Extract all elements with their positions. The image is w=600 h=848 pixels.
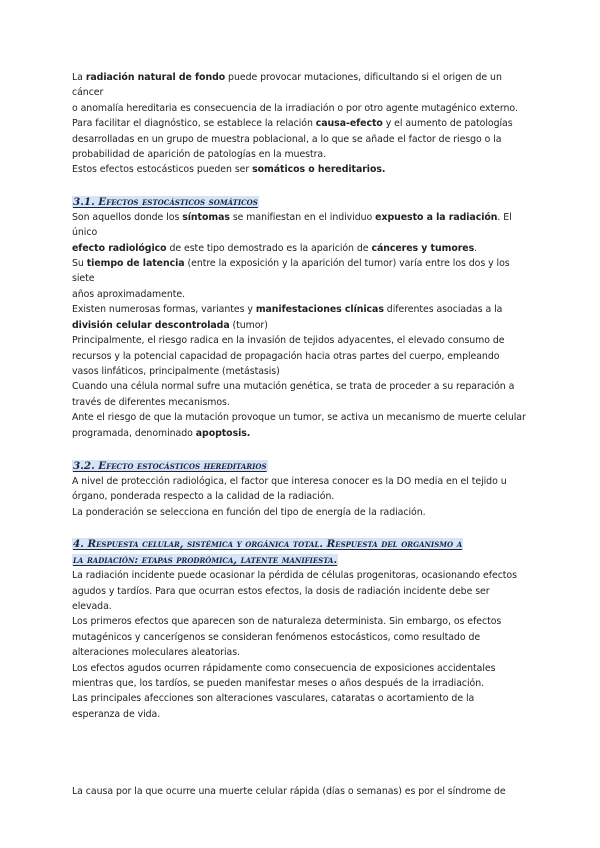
text-run: La	[72, 72, 86, 83]
text-line	[72, 379, 532, 394]
text-line	[72, 241, 532, 256]
text-run: Principalmente, el riesgo radica en la invasión de tejidos adyacentes, el elevado consumo de	[72, 335, 505, 347]
bold-term: somáticos o hereditarios.	[252, 164, 386, 176]
text-run: .	[474, 242, 478, 254]
text-run: La radiación incidente puede ocasionar la pérdida de células progenitoras, ocasionando efectos	[72, 570, 517, 582]
text-run: de este tipo demostrado es la aparición de	[166, 242, 372, 254]
text-run: puede provocar mutaciones, dificultando si el origen de un cáncer	[72, 72, 502, 99]
section-3-1-body	[72, 210, 532, 441]
section-4	[72, 536, 532, 722]
text-line	[72, 302, 532, 317]
text-line	[72, 256, 532, 287]
text-run: vasos linfáticos, principalmente (metástasis)	[72, 365, 280, 377]
text-run: órgano, ponderada respecto a la calidad de la radiación.	[72, 491, 335, 503]
section-3-2-heading-text: 3.2. Efecto estocásticos hereditarios	[73, 459, 267, 472]
text-run: Las principales afecciones son alteraciones vasculares, cataratas o acortamiento de la	[72, 693, 475, 705]
intro-paragraph	[72, 70, 532, 178]
bold-term: síntomas	[182, 211, 230, 223]
text-line	[72, 784, 532, 799]
text-run: programada, denominado	[72, 427, 196, 439]
text-run: Cuando una célula normal sufre una mutación genética, se trata de proceder a su reparación a	[72, 381, 515, 393]
section-4-heading-text-1: 4. Respuesta celular, sistémica y orgánica total. Respuesta del organismo a	[73, 538, 463, 551]
text-run: Ante el riesgo de que la mutación provoque un tumor, se activa un mecanismo de muerte celular	[72, 412, 526, 424]
text-run: A nivel de protección radiológica, el factor que interesa conocer es la DO media en el tejido u	[72, 475, 507, 487]
section-3-1	[72, 194, 532, 441]
text-run: La ponderación se selecciona en función del tipo de energía de la radiación.	[72, 506, 426, 518]
text-line	[72, 568, 532, 583]
text-line	[72, 318, 532, 333]
text-run: diferentes asociadas a la	[383, 304, 503, 316]
text-run: través de diferentes mecanismos.	[72, 396, 230, 408]
section-3-1-heading-text: 3.1. Efectos estocásticos somáticos	[73, 195, 258, 208]
text-line	[72, 676, 532, 691]
text-line	[72, 505, 532, 520]
text-line	[72, 489, 532, 504]
text-run: esperanza de vida.	[72, 708, 161, 720]
text-line	[72, 287, 532, 302]
section-3-2-body	[72, 474, 532, 520]
text-run: y el aumento de patologías	[382, 118, 513, 130]
text-run: Existen numerosas formas, variantes y	[72, 304, 256, 316]
text-run: . El único	[72, 211, 512, 239]
text-run: La causa por la que ocurre una muerte celular rápida (días o semanas) es por el síndrome de	[72, 786, 506, 798]
document-page	[72, 70, 532, 800]
bold-term: manifestaciones clínicas	[255, 304, 384, 316]
text-run: Su	[72, 258, 87, 270]
bold-term: tiempo de latencia	[86, 258, 185, 270]
closing-paragraph	[72, 784, 532, 799]
text-run: se manifiestan en el individuo	[229, 211, 376, 223]
bold-term: apoptosis.	[195, 427, 251, 439]
section-4-body	[72, 568, 532, 722]
text-run: Estos efectos estocásticos pueden ser	[72, 164, 253, 176]
text-line	[72, 210, 532, 241]
text-line	[72, 599, 532, 614]
text-line	[72, 132, 532, 147]
text-line	[72, 70, 532, 101]
text-line	[72, 162, 532, 177]
section-4-heading-text-2: la radiación: etapas prodrómica, latente manifiesta.	[73, 554, 338, 567]
text-run: o anomalía hereditaria es consecuencia de la irradiación o por otro agente mutagénico externo.	[72, 102, 518, 114]
text-line	[72, 584, 532, 599]
section-4-heading-line1	[72, 536, 532, 552]
text-run: elevada.	[72, 600, 112, 612]
text-line	[72, 661, 532, 676]
text-run: mientras que, los tardíos, se pueden manifestar meses o años después de la irradiación.	[72, 678, 485, 689]
text-line	[72, 101, 532, 116]
section-3-2	[72, 458, 532, 520]
text-run: años aproximadamente.	[72, 288, 186, 300]
text-run: (entre la exposición y la aparición del tumor) varía entre los dos y los siete	[72, 258, 510, 285]
text-line	[72, 426, 532, 441]
text-line	[72, 474, 532, 489]
bold-term: división celular descontrolada	[72, 319, 230, 331]
text-run: (tumor)	[229, 319, 268, 331]
bold-term: radiación natural de fondo	[85, 72, 226, 83]
text-line	[72, 630, 532, 645]
text-line	[72, 395, 532, 410]
text-line	[72, 333, 532, 348]
bold-term: expuesto a la radiación	[375, 211, 498, 223]
text-run: Los primeros efectos que aparecen son de naturaleza determinista. Sin embargo, os efectos	[72, 616, 502, 628]
section-4-heading-line2	[72, 552, 532, 568]
text-run: Son aquellos donde los	[72, 211, 183, 223]
bold-term: causa-efecto	[315, 118, 383, 130]
text-line	[72, 707, 532, 722]
text-run: recursos y la potencial capacidad de propagación hacia otras partes del cuerpo, empleando	[72, 350, 500, 362]
text-line	[72, 116, 532, 131]
text-line	[72, 364, 532, 379]
text-line	[72, 410, 532, 425]
text-run: desarrolladas en un grupo de muestra poblacional, a lo que se añade el factor de riesgo o la	[72, 133, 502, 145]
text-line	[72, 147, 532, 162]
text-run: Para facilitar el diagnóstico, se establece la relación	[72, 118, 316, 130]
text-line	[72, 691, 532, 706]
text-line	[72, 614, 532, 629]
text-line	[72, 645, 532, 660]
section-3-2-heading	[72, 458, 532, 474]
text-run: agudos y tardíos. Para que ocurran estos efectos, la dosis de radiación incidente debe ser	[72, 585, 490, 597]
bold-term: cánceres y tumores	[371, 242, 475, 254]
text-run: alteraciones moleculares aleatorias.	[72, 647, 240, 659]
text-run: mutagénicos y cancerígenos se consideran fenómenos estocásticos, como resultado de	[72, 631, 481, 643]
text-run: probabilidad de aparición de patologías en la muestra.	[72, 149, 327, 161]
text-line	[72, 349, 532, 364]
text-run: Los efectos agudos ocurren rápidamente como consecuencia de exposiciones accidentales	[72, 662, 496, 674]
bold-term: efecto radiológico	[72, 242, 167, 254]
section-3-1-heading	[72, 194, 532, 210]
